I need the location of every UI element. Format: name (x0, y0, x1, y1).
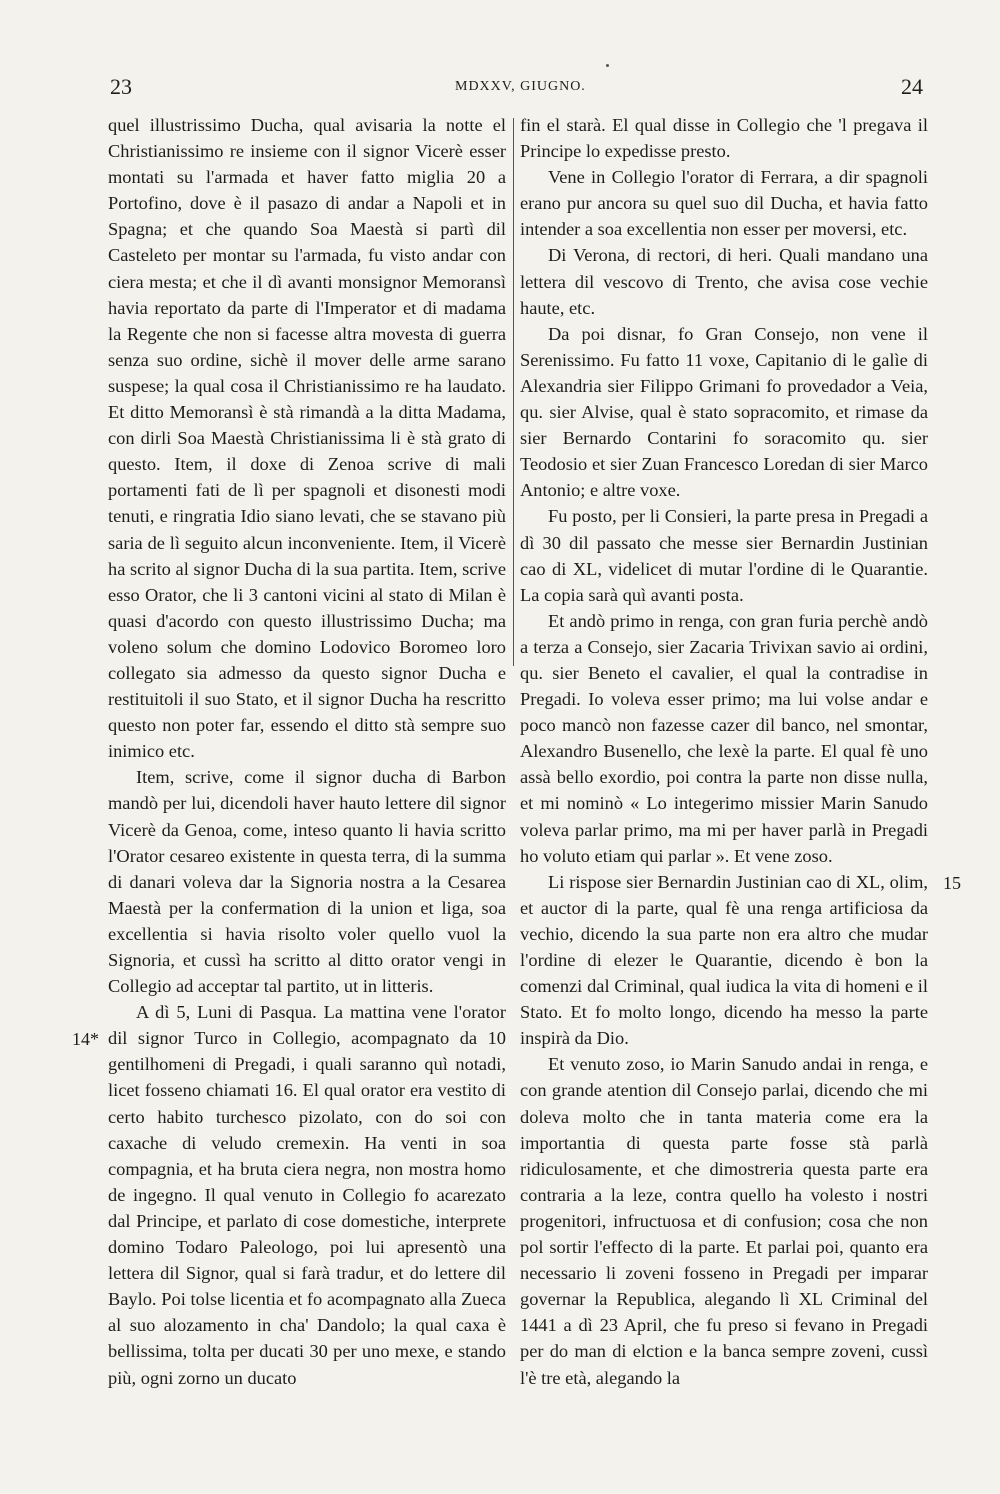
column-divider (513, 118, 514, 666)
left-paragraph-2: Item, scrive, come il signor ducha di Barbon mandò per lui, dicendoli haver hauto lettere dil signor Vicerè da Genoa, come, inteso quanto li havia scritto l'Orator cesareo existente in questa terra, di la summa di danari voleva dar la Signoria nostra a la Cesarea Maestà per la confermation di la union et liga, soa excellentia si havia risolto voler quello vuol la Signoria, et cussì ha scritto al ditto orator vengi in Collegio ad acceptar tal partito, ut in litteris. (108, 767, 506, 997)
right-paragraph-7: Li rispose sier Bernardin Justinian cao di XL, olim, et auctor di la parte, qual fè una renga artificiosa da vechio, dicendo la sua parte non era altro che mudar l'ordine di elezer le Quarantie, dicendo è bon la comenzi dal Criminal, qual iudica la vita di homeni e il Stato. Et fo molto longo, dicendo ha messo la parte inspirà da Dio. (520, 871, 928, 1049)
right-paragraph-4: Da poi disnar, fo Gran Consejo, non vene il Serenissimo. Fu fatto 11 voxe, Capitanio di le galìe di Alexandria sier Filippo Grimani fo provedador a Veia, qu. sier Alvise, qual è stato sopracomito, et rimase da sier Bernardo Contarini fo soracomito qu. sier Teodosio et sier Zuan Francesco Loredan di sier Marco Antonio; e altre voxe. (520, 323, 928, 501)
page-number-right: 24 (901, 74, 923, 99)
running-title: MDXXV, GIUGNO. (455, 79, 586, 94)
print-speck (606, 64, 609, 67)
right-paragraph-2: Vene in Collegio l'orator di Ferrara, a dir spagnoli erano pur ancora su quel suo dil Ducha, et havia fatto intender a soa excellentia non esser per moversi, etc. (520, 167, 928, 240)
right-paragraph-6: Et andò primo in renga, con gran furia perchè andò a terza a Consejo, sier Zacaria Trivixan savio ai ordini, qu. sier Beneto el cavalier, el qual la contradise in Pregadi. Io voleva esser primo; ma lui volse andar e poco mancò non fazesse cazer dil banco, nel smontar, Alexandro Busenello, che lexè la parte. El qual fè uno assà bello exordio, poi contra la parte non disse nulla, et mi nominò « Lo integerimo missier Marin Sanudo voleva parlar primo, ma mi per haver parlà in Pregadi ho voluto etiam qui parlar ». Et vene zoso. (520, 610, 928, 866)
right-paragraph-1: fin el starà. El qual disse in Collegio che 'l pregava il Principe lo expedisse presto. (520, 115, 928, 162)
left-paragraph-3: A dì 5, Luni di Pasqua. La mattina vene l'orator dil signor Turco in Collegio, acompagnato da 10 gentilhomeni di Pregadi, i quali saranno quì notadi, licet fosseno chiamati 16. El qual orator era vestito di certo habito turchesco pizolato, con do soi con caxache di veludo cremexin. Ha venti in soa compagnia, et ha bruta ciera negra, non mostra homo de ingegno. Il qual venuto in Collegio fo acarezato dal Principe, et parlato di cose domestiche, interprete domino Todaro Paleologo, poi lui apresentò una lettera dil Signor, qual si farà tradur, et do lettere dil Baylo. Poi tolse licentia et fo acompagnato alla Zueca al suo alozamento in cha' Dandolo; la qual caxa è bellissima, tolta per ducati 30 per uno mexe, e stando più, ogni zorno un ducato (108, 1002, 506, 1388)
page-number-left: 23 (110, 74, 132, 99)
margin-note-right: 15 (943, 873, 961, 893)
right-paragraph-5: Fu posto, per li Consieri, la parte presa in Pregadi a dì 30 dil passato che messe sier Bernardin Justinian cao di XL, videlicet di mutar l'ordine di le Quarantie. La copia sarà quì avanti posta. (520, 506, 928, 605)
right-paragraph-3: Di Verona, di rectori, di heri. Quali mandano una lettera dil vescovo di Trento, che avisa cose vechie haute, etc. (520, 245, 928, 318)
page-header (0, 74, 1000, 104)
margin-note-left: 14* (72, 1029, 99, 1049)
left-column (108, 112, 506, 1391)
right-column (520, 112, 928, 1391)
right-paragraph-8: Et venuto zoso, io Marin Sanudo andai in renga, e con grande atention dil Consejo parlai, dicendo che mi doleva molto che in tanta materia come era la importantia di questa parte fosse stà parlà ridiculosamente, et che dimostreria questa parte era contraria a la leze, contra quello ha volesto i nostri progenitori, infructuosa et di confusion; cosa che non pol sortir l'effecto di la parte. Et parlai poi, quanto era necessario li zoveni fosseno in Pregadi per imparar governar la Republica, alegando lì XL Criminal del 1441 a dì 23 April, che fu preso si fevano in Pregadi per do man di elction e la banca sempre zoveni, cussì l'è tre età, alegando la (520, 1054, 928, 1388)
left-paragraph-1: quel illustrissimo Ducha, qual avisaria la notte el Christianissimo re insieme con il signor Vicerè esser montati su l'armada et haver fatto miglia 20 a Portofino, dove è il pasazo di andar a Napoli et in Spagna; et che quando Soa Maestà si partì dil Casteleto per montar su l'armada, fu visto andar con ciera mesta; et che il dì avanti monsignor Memoransì havia reportato da parte di l'Imperator et di madama la Regente che non si facesse altra movesta di guerra senza suo ordine, sichè il mover delle arme sarano suspese; la qual cosa il Christianissimo re ha laudato. Et ditto Memoransì è stà rimandà a la ditta Madama, con dirli Soa Maestà Christianissima li è stà grato di questo. Item, il doxe di Zenoa scrive di mali portamenti fati de lì per spagnoli et disonesti modi tenuti, e ringratia Idio siano levati, che se stavano più saria de lì seguito alcun inconveniente. Item, il Vicerè ha scrito al signor Ducha di la sua partita. Item, scrive esso Orator, che li 3 cantoni vicini al stato di Milan è quasi d'acordo con questo illustrissimo Ducha; ma voleno solum che domino Lodovico Boromeo loro collegato sia admesso da questo signor Ducha e restituitoli il suo Stato, et il signor Ducha ha rescritto questo non poter far, essendo el ditto stà sempre suo inimico etc. (108, 115, 506, 762)
